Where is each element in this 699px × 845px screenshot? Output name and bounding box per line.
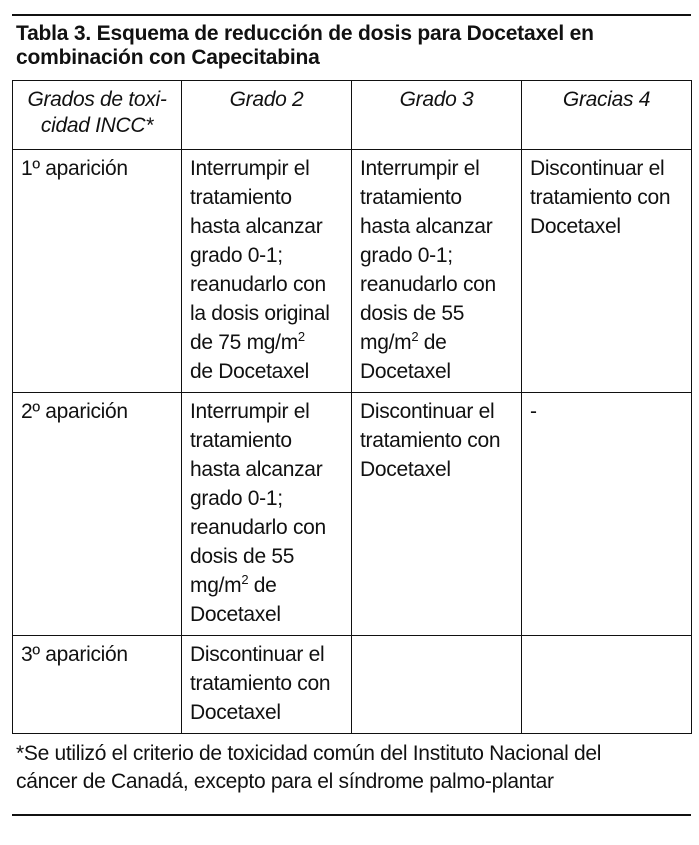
table-row (13, 393, 692, 636)
dose-line: de 75 $mg/m^2$ (190, 329, 305, 354)
dose-reduction-table (12, 80, 692, 734)
header-grado-2: Grado 2 (182, 81, 352, 150)
title-line: Tabla 3. Esquema de reducción de dosis para Docetaxel en (16, 22, 594, 45)
row-label: 1º aparición (13, 150, 182, 393)
superscript: 2 (297, 329, 305, 344)
cell-grado-2: Discontinuar el tratamiento con Docetaxel (182, 636, 352, 734)
cell-grado-3: Discontinuar el tratamiento con Docetaxel (352, 393, 522, 636)
title-line: combinación con Capecitabina (16, 46, 320, 69)
dose-reduction-document (12, 14, 691, 816)
header-grado-4: Gracias 4 (522, 81, 692, 150)
header-row (13, 81, 692, 150)
header-grado-3: Grado 3 (352, 81, 522, 150)
cell-grado-4: Discontinuar el tratamiento con Docetaxel (522, 150, 692, 393)
cell-grado-3: Interrumpir el tratamiento hasta alcanzar grado 0-1; reanudarlo con dosis de 55 $mg/m^2$ de Docetaxel (352, 150, 522, 393)
footnote: *Se utilizó el criterio de toxicidad común del Instituto Nacional del cáncer de Canadá, excepto para el síndrome palmo-plantar (16, 742, 602, 793)
table-title (12, 16, 691, 80)
table-row (13, 150, 692, 393)
cell-grado-2: Interrumpir el tratamiento hasta alcanzar grado 0-1; reanudarlo con la dosis original de 75 $mg/m^2$ de Docetaxel (182, 150, 352, 393)
bottom-rule (12, 814, 691, 816)
cell-grado-3 (352, 636, 522, 734)
cell-grado-4 (522, 636, 692, 734)
row-label: 3º aparición (13, 636, 182, 734)
superscript: 2 (241, 572, 249, 587)
cell-grado-2: Interrumpir el tratamiento hasta alcanzar grado 0-1; reanudarlo con dosis de 55 $mg/m^2$ de Docetaxel (182, 393, 352, 636)
dose-line: $mg/m^2$ de (190, 572, 277, 597)
superscript: 2 (411, 329, 419, 344)
table-row (13, 636, 692, 734)
dose-line: $mg/m^2$ de (360, 329, 447, 354)
row-label: 2º aparición (13, 393, 182, 636)
cell-grado-4: - (522, 393, 692, 636)
header-toxicity-grade: Grados de toxi- cidad INCC* (13, 81, 182, 150)
